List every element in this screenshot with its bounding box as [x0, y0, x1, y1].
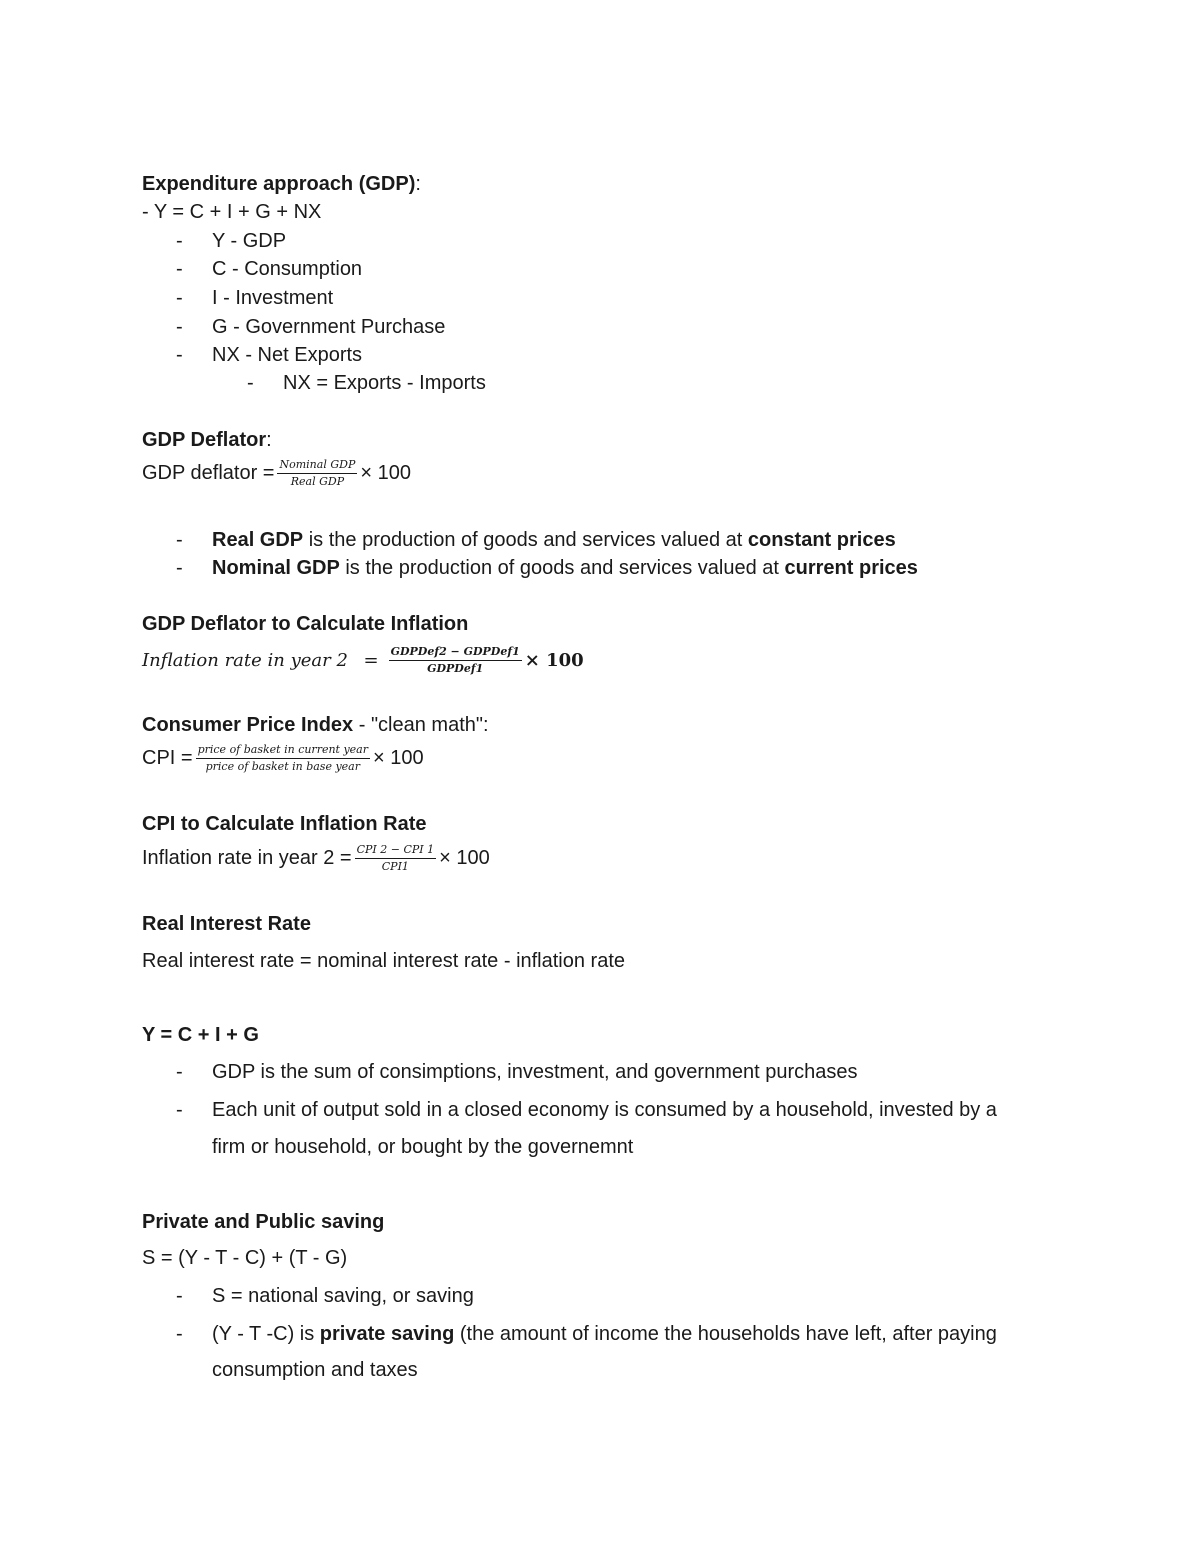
deflator-formula-suffix: × 100 [360, 462, 411, 484]
list-item: Y - GDP [212, 230, 287, 252]
nominal-gdp-term: Nominal GDP [212, 557, 340, 579]
deflator-fraction [277, 458, 357, 489]
fraction-denominator: price of basket in base year [205, 760, 360, 774]
cpi-heading-suffix: - "clean math": [353, 714, 489, 736]
saving-heading: Private and Public saving [142, 1211, 385, 1233]
cpi-inflation-heading: CPI to Calculate Inflation Rate [142, 813, 427, 835]
expenditure-heading [142, 172, 421, 196]
cpi-inflation-fraction [355, 843, 437, 874]
deflator-heading-suffix: : [266, 429, 272, 451]
fraction-numerator: price of basket in current year [196, 743, 370, 759]
list-item: NX - Net Exports [212, 344, 363, 366]
list-item: Each unit of output sold in a closed economy is consumed by a household, invested by a [212, 1099, 997, 1121]
fraction-denominator: CPI1 [381, 860, 409, 874]
private-saving-pre: (Y - T -C) is [212, 1323, 320, 1345]
equals-sign: = [363, 650, 379, 671]
expenditure-formula: - Y = C + I + G + NX [142, 201, 322, 223]
deflator-formula-prefix: GDP deflator = [142, 462, 275, 484]
list-item: G - Government Purchase [212, 316, 446, 338]
real-gdp-term: Real GDP [212, 529, 304, 551]
list-subitem: NX = Exports - Imports [283, 372, 486, 394]
real-interest-formula: Real interest rate = nominal interest rate - inflation rate [142, 950, 626, 972]
nominal-gdp-definition [212, 556, 918, 580]
real-gdp-mid: is the production of goods and services valued at [303, 529, 748, 551]
cpi-formula-prefix: CPI = [142, 747, 193, 769]
deflator-inflation-fraction [389, 645, 522, 676]
expenditure-heading-suffix: : [415, 173, 421, 195]
cpi-fraction [196, 743, 370, 774]
cpi-formula [142, 740, 424, 776]
list-bullet: - [176, 1285, 183, 1307]
list-bullet: - [176, 344, 183, 366]
cpi-inflation-prefix: Inflation rate in year 2 = [142, 847, 352, 869]
list-item-continuation: firm or household, or bought by the governemnt [212, 1136, 634, 1158]
list-bullet: - [176, 1323, 183, 1345]
list-item-continuation: consumption and taxes [212, 1359, 418, 1381]
list-bullet: - [176, 1061, 183, 1083]
private-saving-post: (the amount of income the households have left, after paying [454, 1323, 997, 1345]
list-bullet: - [176, 258, 183, 280]
cpi-formula-suffix: × 100 [373, 747, 424, 769]
fraction-numerator: CPI 2 − CPI 1 [355, 843, 437, 859]
fraction-numerator: GDPDef2 − GDPDef1 [389, 645, 522, 661]
list-item [212, 1322, 997, 1346]
list-item: C - Consumption [212, 258, 363, 280]
fraction-numerator: Nominal GDP [277, 458, 357, 474]
list-bullet: - [176, 557, 183, 579]
real-gdp-definition [212, 528, 896, 552]
list-item: GDP is the sum of consimptions, investment, and government purchases [212, 1061, 858, 1083]
real-interest-heading: Real Interest Rate [142, 913, 311, 935]
private-saving-term: private saving [319, 1323, 455, 1345]
fraction-denominator: GDPDef1 [427, 662, 484, 676]
deflator-inflation-suffix: × 100 [524, 650, 584, 671]
cpi-heading [142, 713, 489, 737]
deflator-formula [142, 456, 411, 490]
list-item: I - Investment [212, 287, 334, 309]
expenditure-heading-text: Expenditure approach (GDP) [142, 173, 416, 195]
deflator-heading [142, 428, 272, 452]
yci-heading: Y = C + I + G [142, 1024, 259, 1046]
saving-formula: S = (Y - T - C) + (T - G) [142, 1247, 348, 1269]
list-bullet: - [176, 287, 183, 309]
deflator-inflation-formula [142, 642, 584, 679]
list-bullet: - [176, 529, 183, 551]
list-bullet: - [247, 372, 254, 394]
deflator-heading-text: GDP Deflator [142, 429, 267, 451]
cpi-heading-text: Consumer Price Index [142, 714, 354, 736]
list-bullet: - [176, 230, 183, 252]
cpi-inflation-suffix: × 100 [439, 847, 490, 869]
cpi-inflation-formula [142, 840, 490, 876]
constant-prices-term: constant prices [747, 529, 896, 551]
current-prices-term: current prices [784, 557, 918, 579]
list-bullet: - [176, 1099, 183, 1121]
list-item: S = national saving, or saving [212, 1285, 474, 1307]
deflator-inflation-heading: GDP Deflator to Calculate Inflation [142, 613, 469, 635]
nominal-gdp-mid: is the production of goods and services valued at [339, 557, 785, 579]
inflation-lhs: Inflation rate in year 2 [142, 650, 348, 671]
list-bullet: - [176, 316, 183, 338]
fraction-denominator: Real GDP [290, 475, 345, 489]
